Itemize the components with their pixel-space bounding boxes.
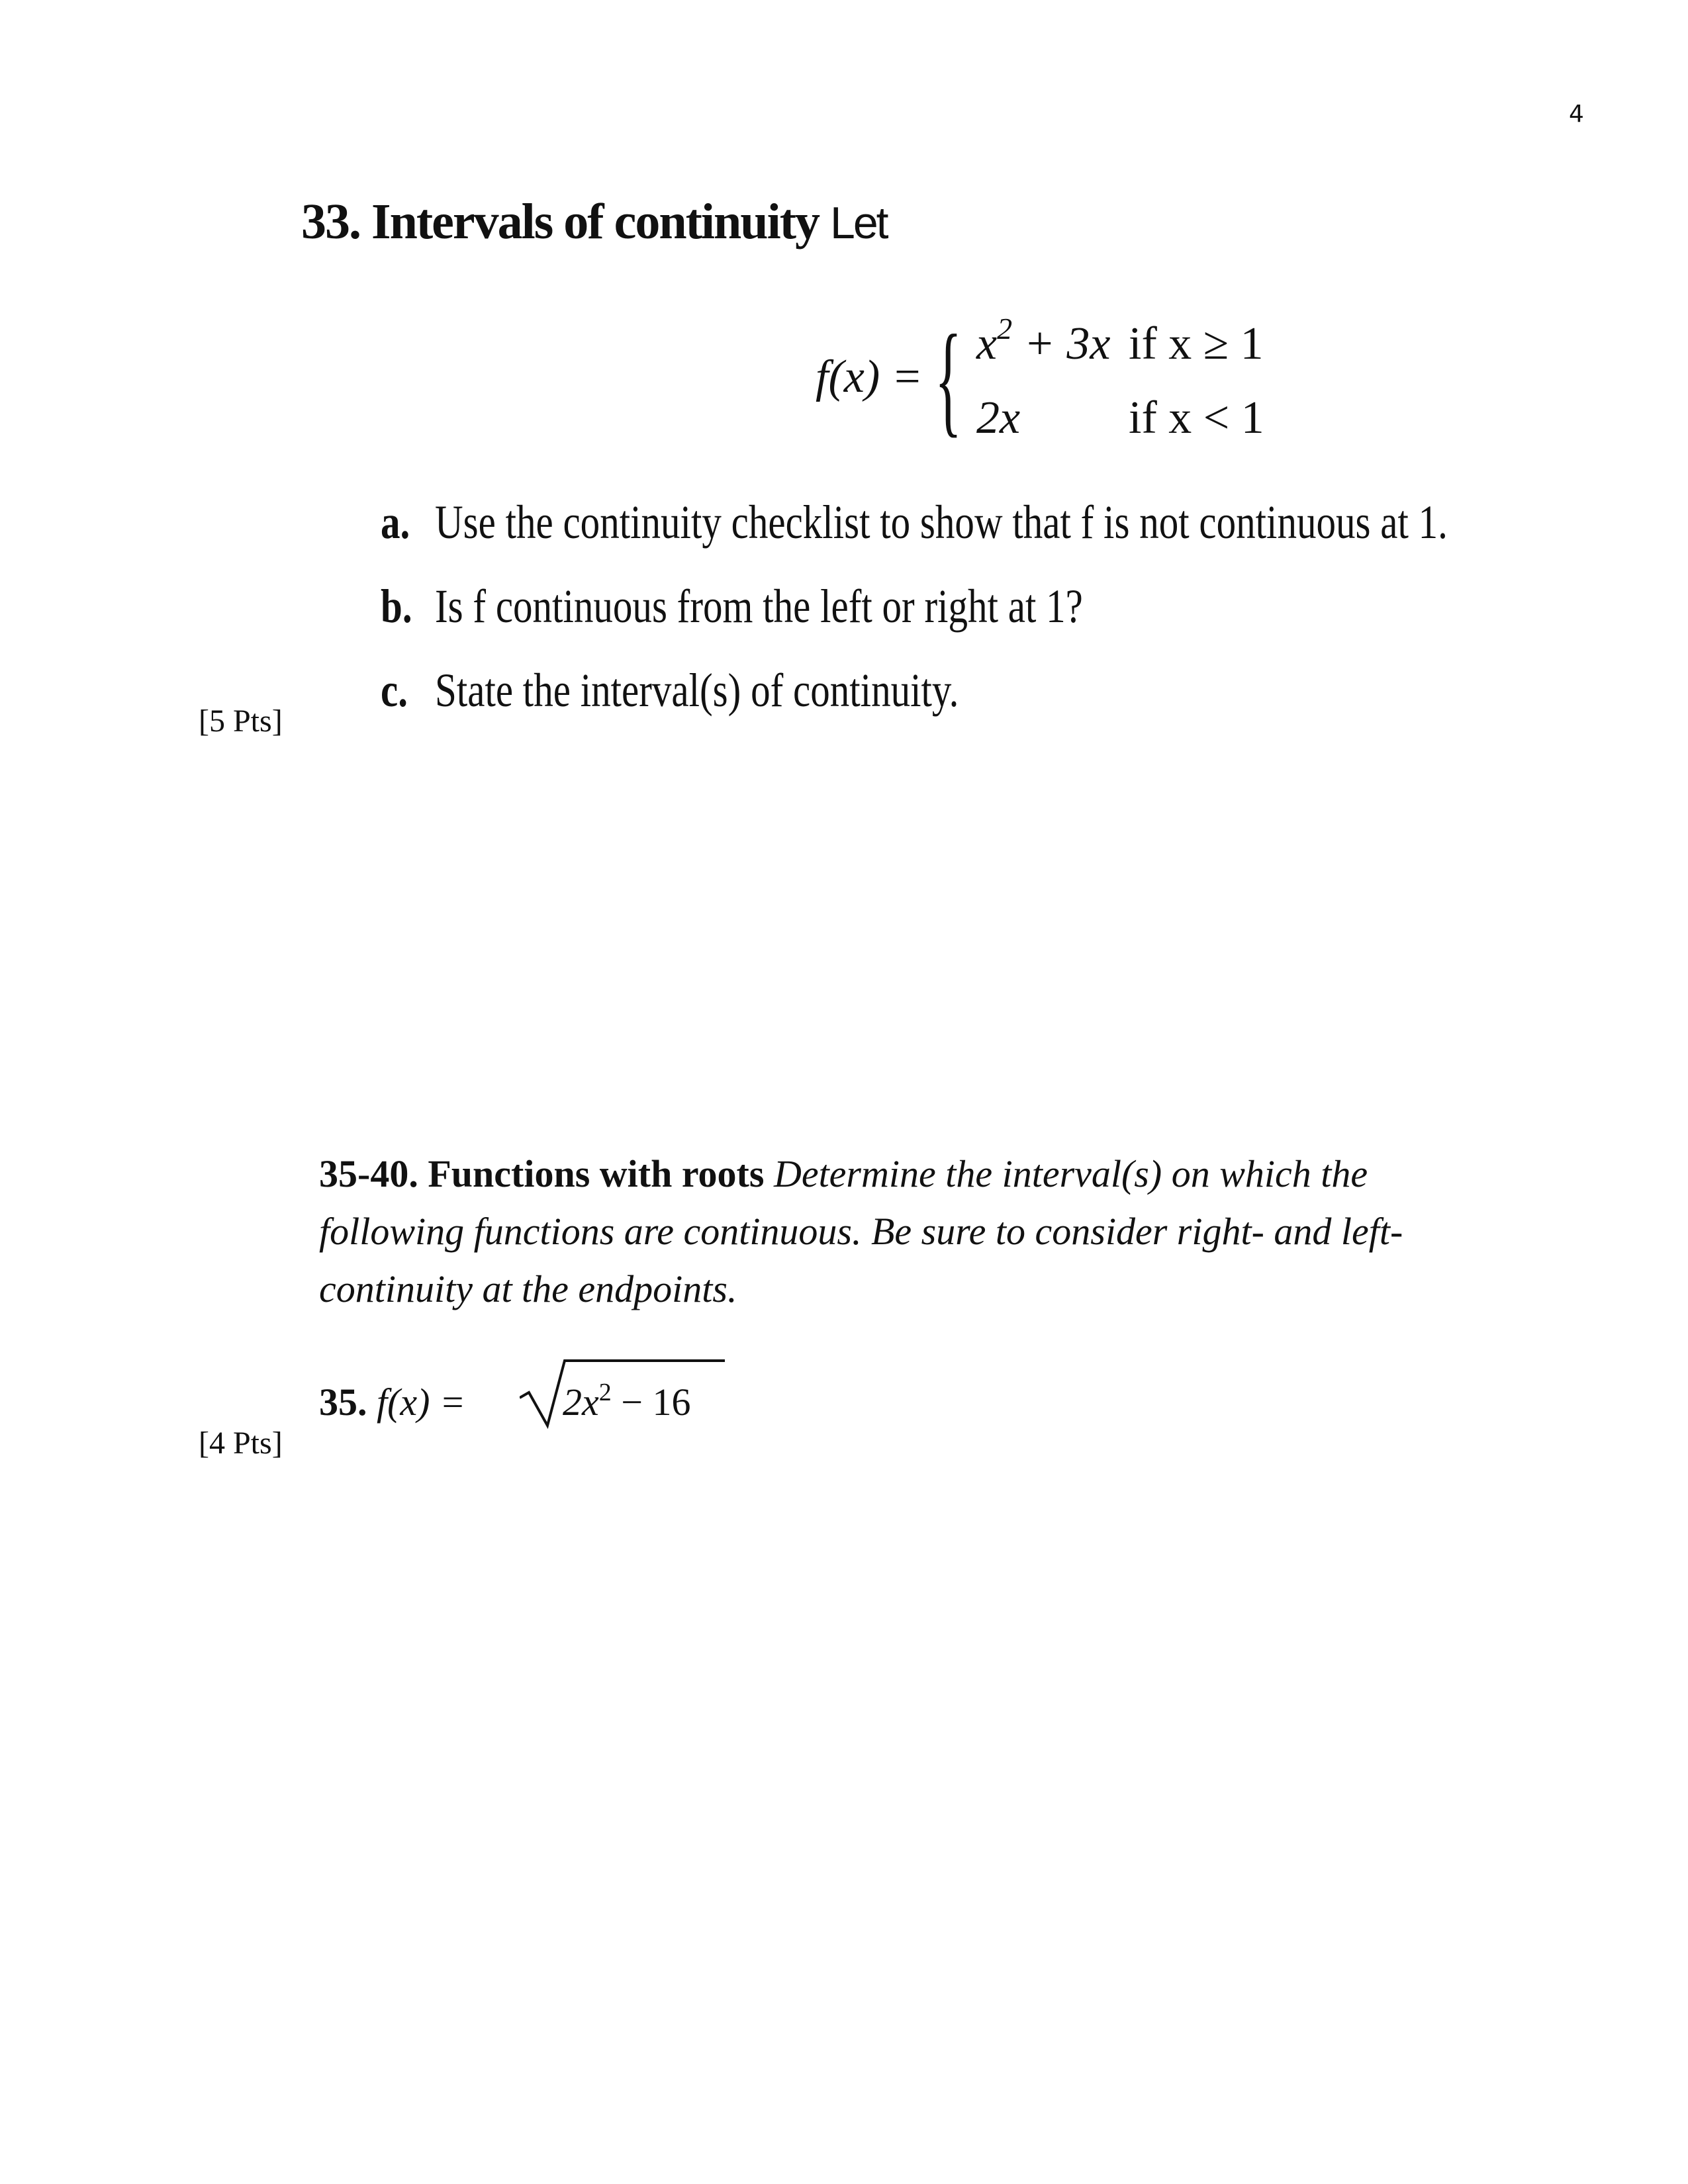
- problem-33-lead: Let: [830, 198, 887, 248]
- problem-35-lhs: f(x) =: [377, 1381, 466, 1424]
- problem-35-40-title: Functions with roots: [428, 1152, 765, 1195]
- problem-33-item-a: [381, 495, 1448, 550]
- problem-35-40-heading: [319, 1152, 1368, 1196]
- item-text: Use the continuity checklist to show that f is not continuous at 1.: [435, 496, 1448, 549]
- item-text: Is f continuous from the left or right at 1?: [435, 580, 1083, 633]
- problem-35-40-instructions-3: continuity at the endpoints.: [319, 1267, 737, 1310]
- item-letter: b.: [381, 580, 412, 633]
- item-letter: c.: [381, 664, 408, 717]
- item-text: State the interval(s) of continuity.: [435, 664, 959, 717]
- page-number: 4: [1569, 101, 1584, 128]
- problem-33-heading: [301, 193, 887, 251]
- case-2-expression: 2x: [976, 392, 1021, 443]
- problem-35-number: 35.: [319, 1381, 367, 1424]
- problem-35-40-instructions-1: Determine the interval(s) on which the: [773, 1152, 1368, 1195]
- radicand: $2x^2 - 16$: [563, 1379, 691, 1424]
- piecewise-lhs: f(x) =: [816, 351, 923, 402]
- problem-33-item-c: [381, 663, 959, 718]
- problem-33-title: Intervals of continuity: [371, 194, 819, 250]
- problem-35-item: [319, 1380, 465, 1424]
- problem-33-number: 33.: [301, 194, 360, 250]
- piecewise-brace: {: [935, 310, 962, 449]
- problem-35-points: [4 Pts]: [199, 1426, 283, 1461]
- case-1-expression: $x^2 + 3x$: [976, 312, 1111, 369]
- problem-35-40-instructions-2: following functions are continuous. Be sure to consider right- and left-: [319, 1210, 1403, 1253]
- case-1-condition: if x ≥ 1: [1129, 318, 1264, 369]
- problem-33-item-b: [381, 579, 1083, 634]
- item-letter: a.: [381, 496, 410, 549]
- case-2-condition: if x < 1: [1129, 392, 1264, 443]
- problem-35-40-number: 35-40.: [319, 1152, 418, 1195]
- problem-33-points: [5 Pts]: [199, 704, 283, 739]
